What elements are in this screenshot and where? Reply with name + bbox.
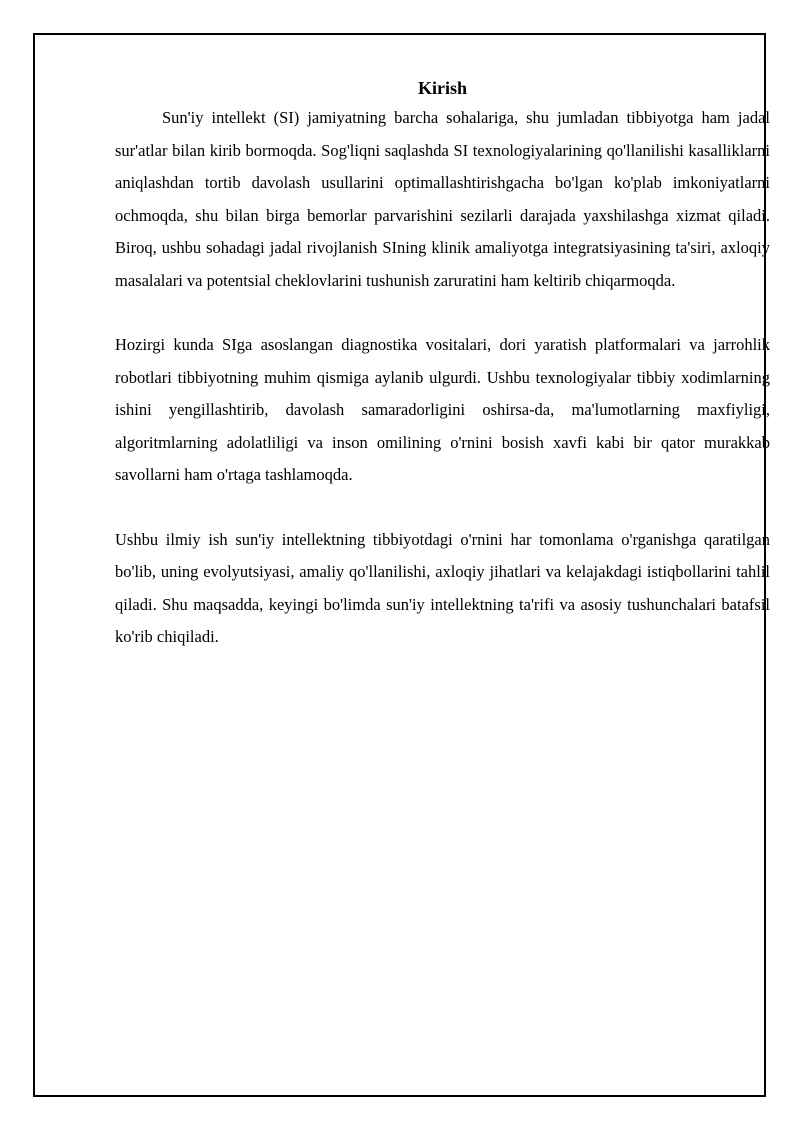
paragraph-spacer <box>115 297 770 329</box>
paragraph-spacer <box>115 492 770 524</box>
paragraph-2: Hozirgi kunda SIga asoslangan diagnostika vositalari, dori yaratish platformalari va jarrohlik robotlari tibbiyotning muhim qismiga aylanib ulgurdi. Ushbu texnologiyalar tibbiy xodimlarning ishini yengillashtirib, davolash samaradorligini oshirsa-da, ma'lumotlarning maxfiyligi, algoritmlarning adolatliligi va inson omilining o'rnini bosish xavfi kabi bir qator murakkab savollarni ham o'rtaga tashlamoqda. <box>115 335 770 484</box>
document-body <box>115 76 770 654</box>
page-title: Kirish <box>417 78 467 98</box>
paragraph-1: Sun'iy intellekt (SI) jamiyatning barcha sohalariga, shu jumladan tibbiyotga ham jadal sur'atlar bilan kirib bormoqda. Sog'liqni saqlashda SI texnologiyalarining qo'llanilishi kasalliklarni aniqlashdan tortib davolash usullarini optimallashtirishgacha bo'lgan ko'plab imkoniyatlarni ochmoqda, shu bilan birga bemorlar parvarishini sezilarli darajada yaxshilashga xizmat qiladi. Biroq, ushbu sohadagi jadal rivojlanish SIning klinik amaliyotga integratsiyasining ta'siri, axloqiy masalalari va potentsial cheklovlarini tushunish zaruratini ham keltirib chiqarmoqda. <box>115 108 770 290</box>
paragraph-3: Ushbu ilmiy ish sun'iy intellektning tibbiyotdagi o'rnini har tomonlama o'rganishga qaratilgan bo'lib, uning evolyutsiyasi, amaliy qo'llanilishi, axloqiy jihatlari va kelajakdagi istiqbollarini tahlil qiladi. Shu maqsadda, keyingi bo'limda sun'iy intellektning ta'rifi va asosiy tushunchalari batafsil ko'rib chiqiladi. <box>115 529 770 646</box>
